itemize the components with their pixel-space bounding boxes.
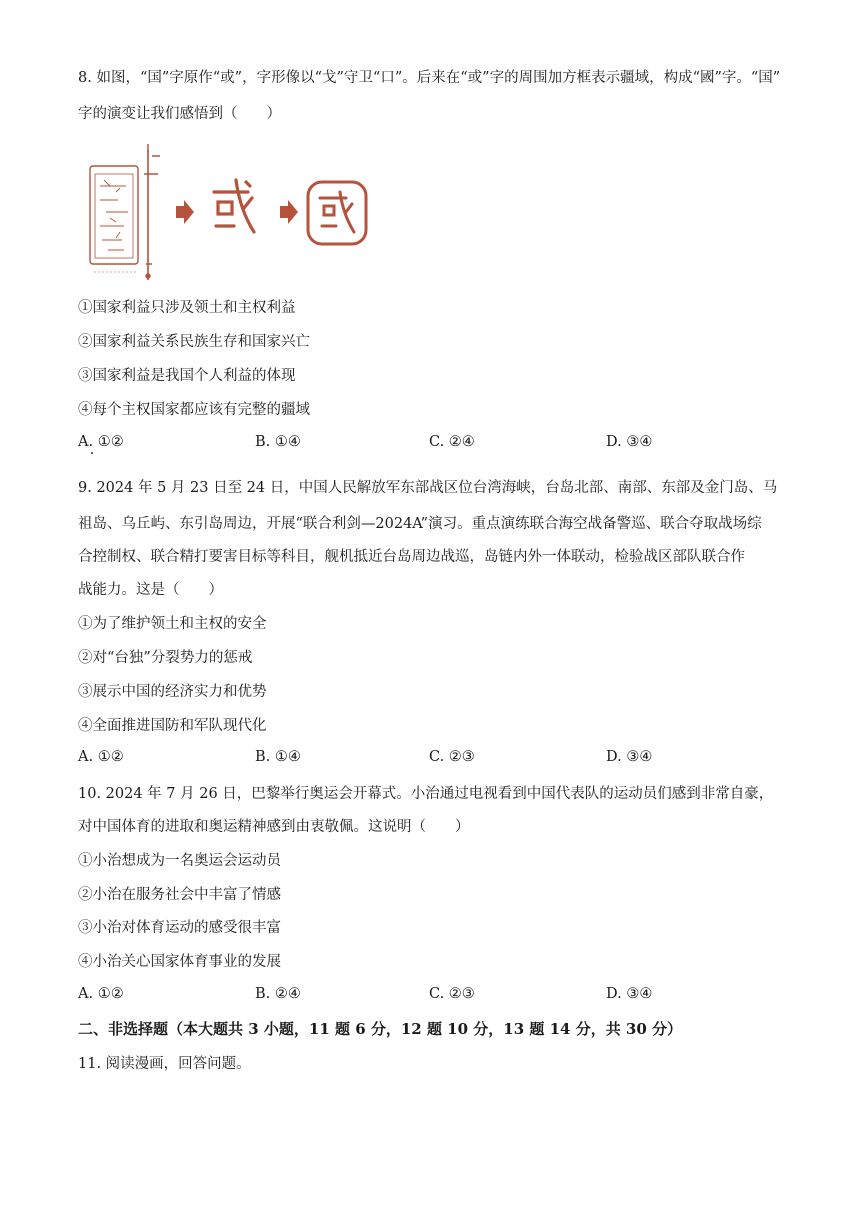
section2-heading: 二、非选择题（本大题共 3 小题，11 题 6 分，12 题 10 分，13 题 14 分，共 30 分） bbox=[78, 1020, 683, 1038]
bronze-inscription-icon bbox=[90, 144, 160, 280]
q9-stem-line2: 祖岛、乌丘屿、东引岛周边，开展“联合利剑—2024A”演习。重点演练联合海空战备警巡、联合夺取战场综 bbox=[78, 516, 762, 532]
q8-stem-line2: 字的演变让我们感悟到（ ） bbox=[78, 106, 281, 122]
q8-option-d[interactable]: D. ③④ bbox=[606, 434, 653, 450]
q10-item-1: ①小治想成为一名奥运会运动员 bbox=[78, 853, 281, 869]
q8-item-1: ①国家利益只涉及领土和主权利益 bbox=[78, 300, 296, 316]
q8-option-c[interactable]: C. ②④ bbox=[429, 434, 475, 450]
q10-item-4: ④小治关心国家体育事业的发展 bbox=[78, 954, 281, 970]
q8-item-2: ②国家利益关系民族生存和国家兴亡 bbox=[78, 334, 310, 350]
q9-option-d[interactable]: D. ③④ bbox=[606, 749, 653, 765]
q8-option-b[interactable]: B. ①④ bbox=[255, 434, 301, 450]
arrow-right-icon bbox=[176, 200, 194, 224]
q10-item-2: ②小治在服务社会中丰富了情感 bbox=[78, 887, 281, 903]
q8-option-a[interactable]: A. ①② bbox=[78, 434, 124, 450]
q10-option-b[interactable]: B. ②④ bbox=[255, 986, 301, 1002]
q9-option-a[interactable]: A. ①② bbox=[78, 749, 124, 765]
q9-item-3: ③展示中国的经济实力和优势 bbox=[78, 684, 267, 700]
q10-stem-line2: 对中国体育的进取和奥运精神感到由衷敬佩。这说明（ ） bbox=[78, 819, 470, 835]
q9-option-b[interactable]: B. ①④ bbox=[255, 749, 301, 765]
q8-item-4: ④每个主权国家都应该有完整的疆域 bbox=[78, 402, 310, 418]
q10-option-a[interactable]: A. ①② bbox=[78, 986, 124, 1002]
q9-stem-line4: 战能力。这是（ ） bbox=[78, 582, 223, 598]
q9-options bbox=[78, 749, 778, 769]
q9-item-4: ④全面推进国防和军队现代化 bbox=[78, 718, 267, 734]
guo-seal-icon bbox=[308, 182, 366, 244]
q8-figure bbox=[86, 140, 376, 288]
q9-item-1: ①为了维护领土和主权的安全 bbox=[78, 616, 267, 632]
q10-item-3: ③小治对体育运动的感受很丰富 bbox=[78, 920, 281, 936]
q8-item-3: ③国家利益是我国个人利益的体现 bbox=[78, 368, 296, 384]
q8-stem-line1: 8. 如图，“国”字原作“或”，字形像以“戈”守卫“口”。后来在“或”字的周围加方框表示疆域，构成“國”字。“国” bbox=[78, 70, 781, 86]
q11-stem: 11. 阅读漫画，回答问题。 bbox=[78, 1056, 251, 1072]
arrow-right-icon bbox=[280, 200, 298, 224]
q10-options bbox=[78, 986, 778, 1006]
q9-stem-line1: 9. 2024 年 5 月 23 日至 24 日，中国人民解放军东部战区位台湾海峡，台岛北部、南部、东部及金门岛、马 bbox=[78, 480, 778, 496]
q10-option-c[interactable]: C. ②③ bbox=[429, 986, 475, 1002]
q9-option-c[interactable]: C. ②③ bbox=[429, 749, 475, 765]
q8-options bbox=[78, 434, 778, 454]
q9-stem-line3: 合控制权、联合精打要害目标等科目，舰机抵近台岛周边战巡，岛链内外一体联动，检验战区部队联合作 bbox=[78, 549, 745, 565]
huo-character-icon bbox=[214, 180, 254, 232]
stray-dot bbox=[91, 452, 93, 454]
q10-stem-line1: 10. 2024 年 7 月 26 日，巴黎举行奥运会开幕式。小治通过电视看到中国代表队的运动员们感到非常自豪， bbox=[78, 786, 774, 802]
q9-item-2: ②对“台独”分裂势力的惩戒 bbox=[78, 650, 253, 666]
q10-option-d[interactable]: D. ③④ bbox=[606, 986, 653, 1002]
